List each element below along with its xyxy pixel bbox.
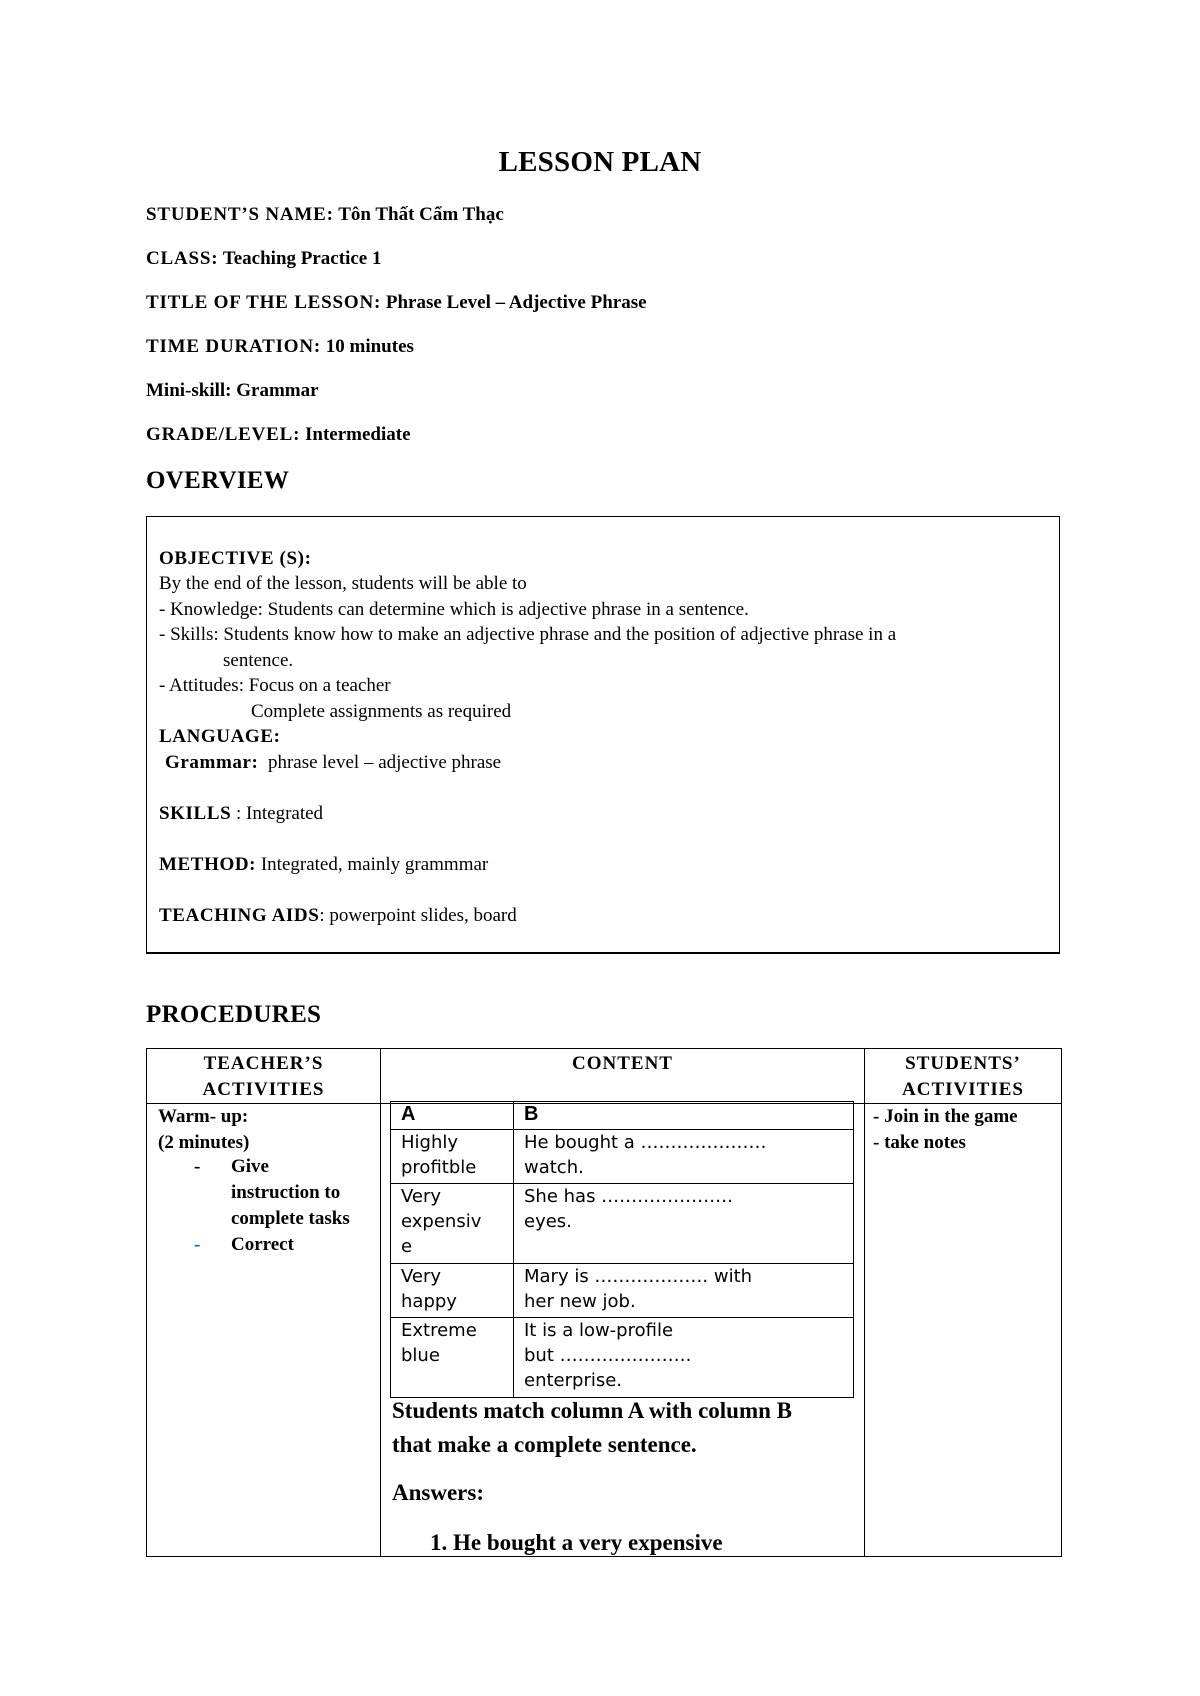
teaching-aids-value: : powerpoint slides, board <box>319 905 517 926</box>
lesson-title-value: Phrase Level – Adjective Phrase <box>385 292 647 313</box>
objective-attitudes-cont: Complete assignments as required <box>251 701 512 722</box>
objective-knowledge: - Knowledge: Students can determine which is adjective phrase in a sentence. <box>159 599 749 620</box>
skills-label: SKILLS <box>159 803 232 824</box>
warm-up-label: Warm- up: <box>158 1106 249 1127</box>
matching-row <box>391 1264 854 1318</box>
objective-skills: - Skills: Students know how to make an adjective phrase and the position of adjective phrase in a <box>159 624 897 645</box>
overview-heading: OVERVIEW <box>146 467 290 494</box>
mini-skill-label: Mini-skill: <box>146 380 232 401</box>
column-b-cell: It is a low-profile but …………………. enterprise. <box>514 1318 854 1398</box>
objective-intro: By the end of the lesson, students will be able to <box>159 573 527 594</box>
grade-level-value: Intermediate <box>304 424 411 445</box>
students-activity-item: - take notes <box>873 1132 966 1153</box>
time-duration-line <box>146 336 414 358</box>
header-content: CONTENT <box>381 1049 865 1104</box>
answer-item: 1. He bought a very expensive <box>430 1530 723 1555</box>
column-a-header: A <box>391 1102 514 1130</box>
bullet-give-line3: complete tasks <box>231 1208 350 1229</box>
objective-skills-cont: sentence. <box>223 650 294 671</box>
bullet-marker: - <box>194 1156 201 1177</box>
lesson-title-line <box>146 292 647 314</box>
page-title: LESSON PLAN <box>498 146 702 178</box>
bullet-give-line1: Give <box>231 1156 269 1177</box>
bullet-correct: Correct <box>231 1234 294 1255</box>
teaching-aids-line <box>159 905 517 927</box>
time-duration-value: 10 minutes <box>325 336 414 357</box>
answers-label: Answers: <box>392 1480 484 1505</box>
bullet-give-line2: instruction to <box>231 1182 341 1203</box>
skills-value: : Integrated <box>236 803 324 824</box>
method-label: METHOD: <box>159 854 257 875</box>
header-teacher-activities: TEACHER’S ACTIVITIES <box>147 1049 381 1104</box>
column-b-cell: She has …………………. eyes. <box>514 1184 854 1264</box>
matching-table <box>390 1101 854 1398</box>
column-a-cell: Very happy <box>391 1264 514 1318</box>
grade-level-line <box>146 424 411 446</box>
grammar-line <box>165 752 501 774</box>
column-b-cell: He bought a ………………… watch. <box>514 1130 854 1184</box>
column-a-cell: Extreme blue <box>391 1318 514 1398</box>
column-a-cell: Highly profitble <box>391 1130 514 1184</box>
lesson-title-label: TITLE OF THE LESSON: <box>146 292 382 313</box>
method-line <box>159 854 488 876</box>
mini-skill-line <box>146 380 319 402</box>
matching-row <box>391 1130 854 1184</box>
matching-row <box>391 1318 854 1398</box>
instruction-line2: that make a complete sentence. <box>392 1432 697 1457</box>
student-name-line <box>146 204 504 226</box>
mini-skill-value: Grammar <box>236 380 319 401</box>
time-duration-label: TIME DURATION: <box>146 336 321 357</box>
class-label: CLASS: <box>146 248 219 269</box>
column-b-header: B <box>514 1102 854 1130</box>
class-value: Teaching Practice 1 <box>222 248 382 269</box>
objective-attitudes: - Attitudes: Focus on a teacher <box>159 675 391 696</box>
students-activity-item: - Join in the game <box>873 1106 1018 1127</box>
column-b-cell: Mary is ………………. with her new job. <box>514 1264 854 1318</box>
grammar-label: Grammar: <box>165 752 259 773</box>
method-value: Integrated, mainly grammmar <box>260 854 489 875</box>
skills-line <box>159 803 323 825</box>
overview-box <box>146 516 1060 954</box>
matching-header-row <box>391 1102 854 1130</box>
student-name-label: STUDENT’S NAME: <box>146 204 334 225</box>
warm-up-duration: (2 minutes) <box>158 1132 250 1153</box>
grade-level-label: GRADE/LEVEL: <box>146 424 301 445</box>
procedures-heading: PROCEDURES <box>146 1001 322 1028</box>
language-label: LANGUAGE: <box>159 726 281 747</box>
instruction-line1: Students match column A with column B <box>392 1398 793 1423</box>
teaching-aids-label: TEACHING AIDS <box>159 905 320 926</box>
procedures-header-row <box>147 1049 1062 1104</box>
bullet-marker: - <box>194 1234 201 1255</box>
student-name-value: Tôn Thất Cẩm Thạc <box>338 204 504 225</box>
objective-label: OBJECTIVE (S): <box>159 548 312 569</box>
students-activities-cell <box>865 1104 1062 1557</box>
header-students-activities: STUDENTS’ ACTIVITIES <box>865 1049 1062 1104</box>
class-line <box>146 248 381 270</box>
matching-row <box>391 1184 854 1264</box>
column-a-cell: Very expensiv e <box>391 1184 514 1264</box>
grammar-value: phrase level – adjective phrase <box>267 752 502 773</box>
